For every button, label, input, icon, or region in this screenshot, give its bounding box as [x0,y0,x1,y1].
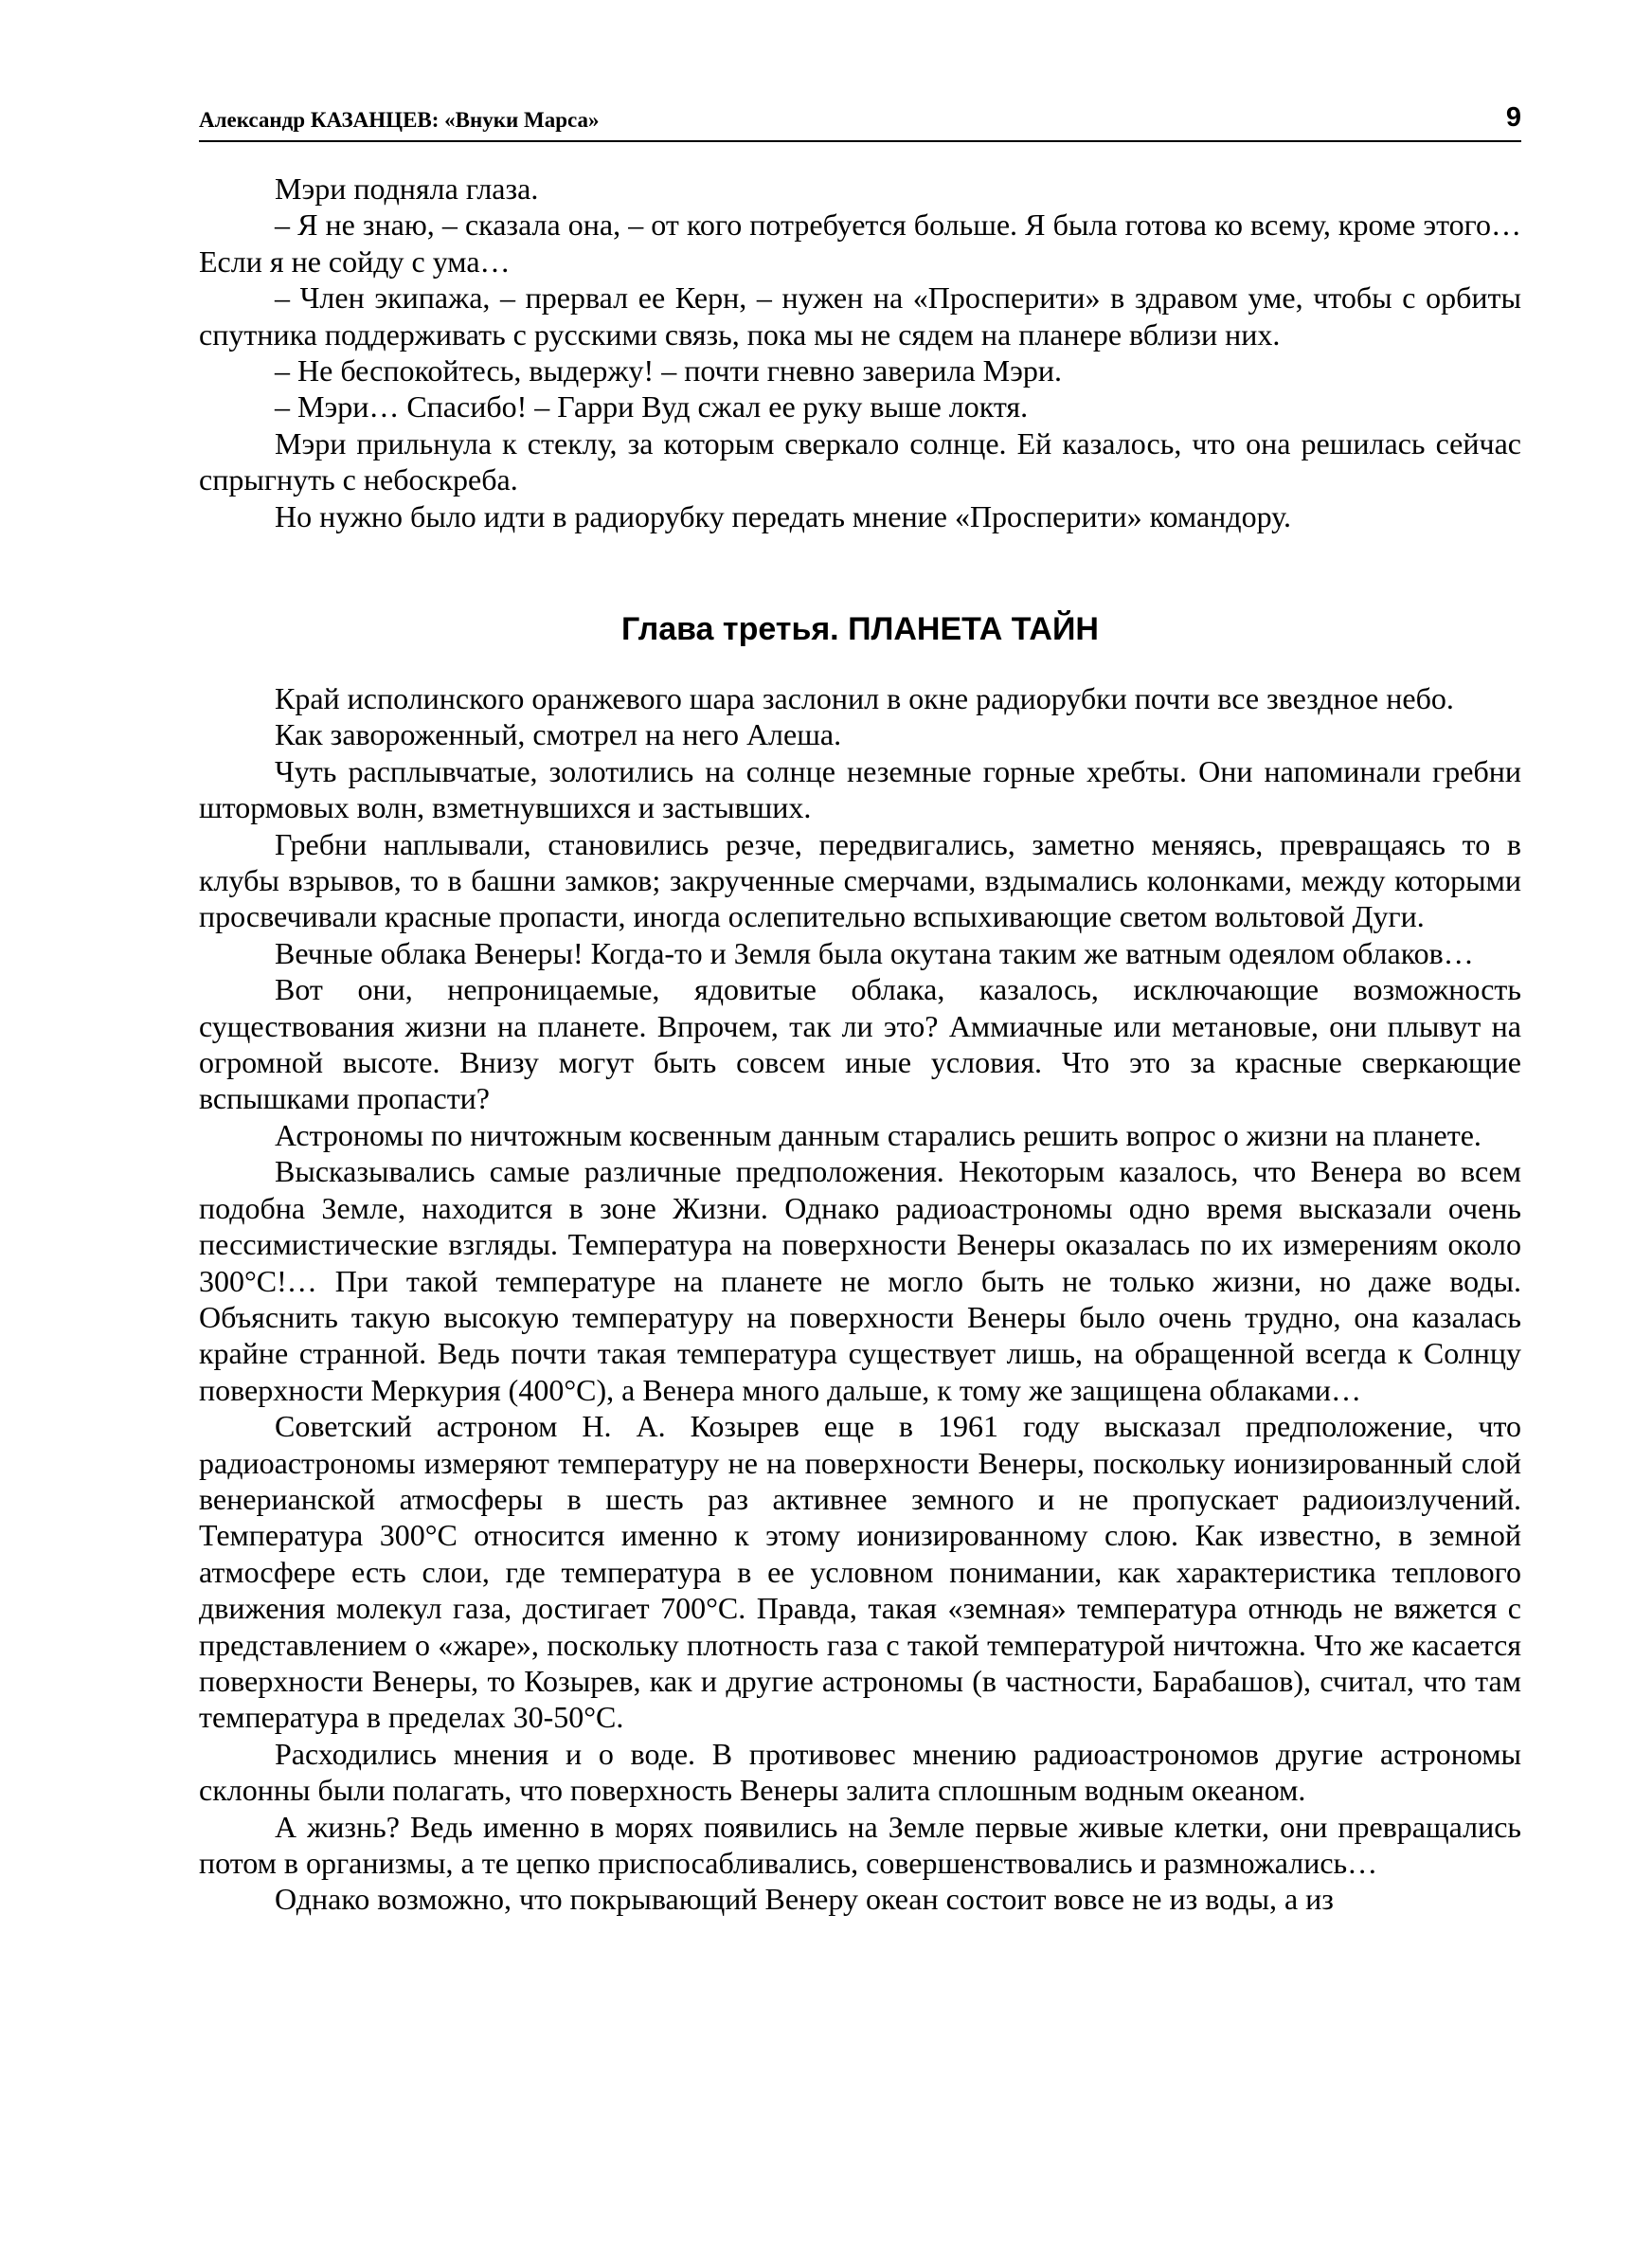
paragraph: Чуть расплывчатые, золотились на солнце неземные горные хребты. Они напоминали гребни штормовых волн, взметнувшихся и застывших. [199,753,1521,825]
paragraph: – Член экипажа, – прервал ее Керн, – нужен на «Просперити» в здравом уме, чтобы с орбиты спутника поддерживать с русскими связь, пока мы не сядем на планере вблизи них. [199,280,1521,352]
paragraph: Гребни наплывали, становились резче, передвигались, заметно меняясь, превращаясь то в клубы взрывов, то в башни замков; закрученные смерчами, вздымались колонками, между которыми просвечивали красные пропасти, иногда ослепительно вспыхивающие светом вольтовой Дуги. [199,826,1521,934]
paragraph: Советский астроном Н. А. Козырев еще в 1961 году высказал предположение, что радиоастрономы измеряют температуру не на поверхности Венеры, поскольку ионизированный слой венерианской атмосферы в шесть раз активнее земного и не пропускает радиоизлучений. Температура 300°С относится именно к этому ионизированному слою. Как известно, в земной атмосфере есть слои, где температура в ее условном понимании, как характеристика теплового движения молекул газа, достигает 700°С. Правда, такая «земная» температура отнюдь не вяжется с представлением о «жаре», поскольку плотность газа с такой температурой ничтожна. Что же касается поверхности Венеры, то Козырев, как и другие астрономы (в частности, Барабашов), считал, что там температура в пределах 30-50°С. [199,1409,1521,1735]
paragraph: А жизнь? Ведь именно в морях появились на Земле первые живые клетки, они превращались потом в организмы, а те цепко приспосабливались, совершенствовались и размножались… [199,1809,1521,1880]
paragraph: Мэри прильнула к стеклу, за которым сверкало солнце. Ей казалось, что она решилась сейчас спрыгнуть с небоскреба. [199,425,1521,497]
page-number: 9 [1505,102,1521,133]
paragraph: – Не беспокойтесь, выдержу! – почти гневно заверила Мэри. [275,353,1062,388]
paragraph: Астрономы по ничтожным косвенным данным старались решить вопрос о жизни на планете. [275,1117,1481,1152]
text-block-chapter-three [199,680,1521,1918]
paragraph: Однако возможно, что покрывающий Венеру океан состоит вовсе не из воды, а из [275,1882,1334,1917]
paragraph: Мэри подняла глаза. [275,172,539,206]
paragraph: Но нужно было идти в радиорубку передать мнение «Просперити» командору. [275,498,1291,533]
header-title: Александр КАЗАНЦЕВ: «Внуки Марса» [199,108,600,132]
paragraph: Расходились мнения и о воде. В противовес мнению радиоастрономов другие астрономы склонны были полагать, что поверхность Венеры залита сплошным водным океаном. [199,1736,1521,1808]
paragraph: Вот они, непроницаемые, ядовитые облака, казалось, исключающие возможность существования жизни на планете. Впрочем, так ли это? Аммиачные или метановые, они плывут на огромной высоте. Внизу могут быть совсем иные условия. Что это за красные сверкающие вспышками пропасти? [199,972,1521,1116]
paragraph: Край исполинского оранжевого шара заслонил в окне радиорубки почти все звездное небо. [275,681,1454,715]
paragraph: Как завороженный, смотрел на него Алеша. [275,717,842,752]
chapter-title: Глава третья. ПЛАНЕТА ТАЙН [621,611,1099,647]
paragraph: Высказывались самые различные предположения. Некоторым казалось, что Венера во всем подобна Земле, находится в зоне Жизни. Однако радиоастрономы одно время высказали очень пессимистические взгляды. Температура на поверхности Венеры оказалась по их измерениям около 300°С!… При такой температуре на планете не могло быть не только жизни, но даже воды. Объяснить такую высокую температуру на поверхности Венеры было очень трудно, она казалась крайне странной. Ведь почти такая температура существует лишь, на обращенной всегда к Солнцу поверхности Меркурия (400°С), а Венера много дальше, к тому же защищена облаками… [199,1154,1521,1407]
running-header [199,102,1521,142]
paragraph: – Мэри… Спасибо! – Гарри Вуд сжал ее руку выше локтя. [275,389,1029,424]
text-block-before-chapter [199,171,1521,534]
paragraph: – Я не знаю, – сказала она, – от кого потребуется больше. Я была готова ко всему, кроме этого… Если я не сойду с ума… [199,208,1521,279]
paragraph: Вечные облака Венеры! Когда-то и Земля была окутана таким же ватным одеялом облаков… [275,935,1474,970]
